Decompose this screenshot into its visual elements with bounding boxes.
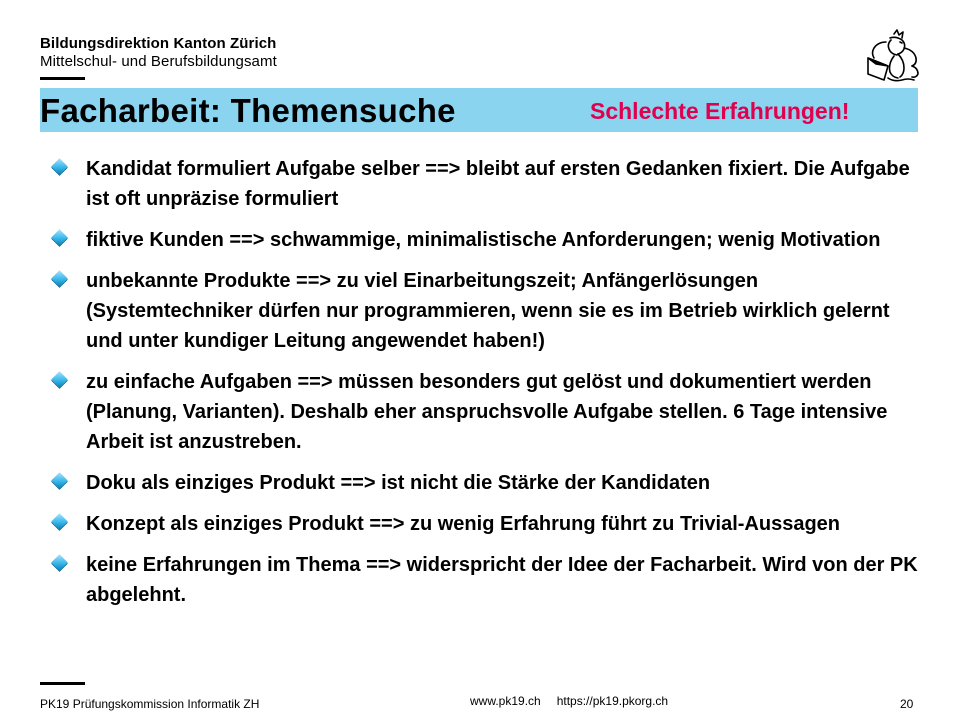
bullet-text: keine Erfahrungen im Thema ==> widerspricht der Idee der Facharbeit. Wird von der PK abgelehnt. [86,554,918,606]
diamond-bullet-icon [51,229,68,246]
bullet-text: fiktive Kunden ==> schwammige, minimalistische Anforderungen; wenig Motivation [86,229,881,251]
footer-links [470,694,684,708]
header-org: Bildungsdirektion Kanton Zürich [40,35,277,52]
bullet-item [48,225,918,255]
header-dept: Mittelschul- und Berufsbildungsamt [40,53,277,70]
footer-link-pk19[interactable]: www.pk19.ch [470,694,541,708]
bullet-item [48,154,918,214]
bullet-text: Konzept als einziges Produkt ==> zu wenig Erfahrung führt zu Trivial-Aussagen [86,513,841,535]
slide-subtitle: Schlechte Erfahrungen! [590,98,850,124]
title-bar [40,88,918,132]
bullet-item [48,509,918,539]
bullet-item [48,468,918,498]
bullet-list [48,154,918,621]
diamond-bullet-icon [51,270,68,287]
diamond-bullet-icon [51,513,68,530]
diamond-bullet-icon [51,158,68,175]
diamond-bullet-icon [51,371,68,388]
page-number: 20 [900,697,914,711]
bullet-item [48,266,918,356]
zurich-lion-coat-of-arms-icon [864,28,922,86]
bullet-text: Doku als einziges Produkt ==> ist nicht die Stärke der Kandidaten [86,472,711,494]
slide-title: Facharbeit: Themensuche [40,92,456,129]
footer-org: PK19 Prüfungskommission Informatik ZH [40,697,260,711]
bullet-text: unbekannte Produkte ==> zu viel Einarbeitungszeit; Anfängerlösungen (Systemtechniker dürfen nur programmieren, wenn sie es im Betrieb wirklich gelernt und unter kundiger Leitung angewendet haben!) [86,270,890,352]
footer-rule [40,682,85,685]
diamond-bullet-icon [51,472,68,489]
bullet-text: Kandidat formuliert Aufgabe selber ==> bleibt auf ersten Gedanken fixiert. Die Aufgabe ist oft unpräzise formuliert [86,158,910,210]
bullet-text: zu einfache Aufgaben ==> müssen besonders gut gelöst und dokumentiert werden (Planung, Varianten). Deshalb eher anspruchsvolle Aufgabe stellen. 6 Tage intensive Arbeit ist anzustreben. [86,371,888,453]
footer-link-pkorg[interactable]: https://pk19.pkorg.ch [556,694,669,708]
bullet-item [48,550,918,610]
bullet-item [48,367,918,457]
header-rule [40,77,85,80]
diamond-bullet-icon [51,554,68,571]
